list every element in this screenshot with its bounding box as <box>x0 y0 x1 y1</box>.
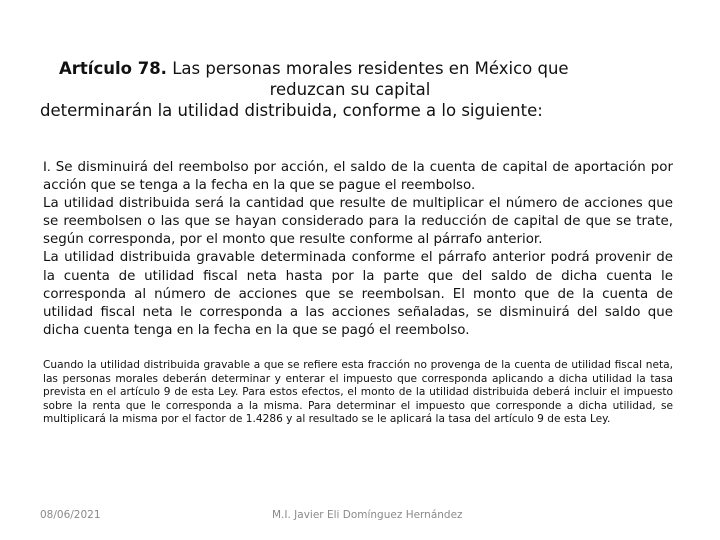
paragraph-3: La utilidad distribuida gravable determinada conforme el párrafo anterior podrá provenir de la cuenta de utilidad fiscal neta hasta por la parte que del saldo de dicha cuenta le corresponda al número de acciones que se reembolsan. El monto que de la cuenta de utilidad fiscal neta le corresponda a las acciones señaladas, se disminuirá del saldo que dicha cuenta tenga en la fecha en la que se pagó el reembolso. <box>43 250 673 338</box>
slide-title <box>40 58 660 121</box>
paragraph-4: Cuando la utilidad distribuida gravable a que se refiere esta fracción no provenga de la cuenta de utilidad fiscal neta, las personas morales deberán determinar y enterar el impuesto que corresponda aplicando a dicha utilidad la tasa prevista en el artículo 9 de esta Ley. Para estos efectos, el monto de la utilidad distribuida deberá incluir el impuesto sobre la renta que le corresponda a la misma. Para determinar el impuesto que corresponde a dicha utilidad, se multiplicará la misma por el factor de 1.4286 y al resultado se le aplicará la tasa del artículo 9 de esta Ley. <box>43 359 673 426</box>
title-line-3: determinarán la utilidad distribuida, conforme a lo siguiente: <box>40 101 543 120</box>
paragraph-1-text: Se disminuirá del reembolso por acción, el saldo de la cuenta de capital de aportación por acción que se tenga a la fecha en la que se pague el reembolso. <box>43 160 673 194</box>
title-line-1-text: Las personas morales residentes en México que <box>166 59 569 78</box>
article-label: Artículo 78. <box>59 59 167 78</box>
article-body <box>43 157 673 340</box>
title-line-1 <box>40 58 660 79</box>
paragraph-2: La utilidad distribuida será la cantidad que resulte de multiplicar el número de acciones que se reembolsen o las que se hayan considerado para la reducción de capital de que se trate, según corresponda, por el monto que resulte conforme al párrafo anterior. <box>43 196 673 248</box>
article-footnote-block <box>43 359 673 427</box>
footer-author: M.I. Javier Eli Domínguez Hernández <box>272 509 463 521</box>
section-roman-numeral: I. <box>43 158 51 174</box>
paragraph-1 <box>43 157 673 195</box>
footer-date: 08/06/2021 <box>40 509 101 521</box>
title-line-2: reduzcan su capital <box>269 80 431 99</box>
